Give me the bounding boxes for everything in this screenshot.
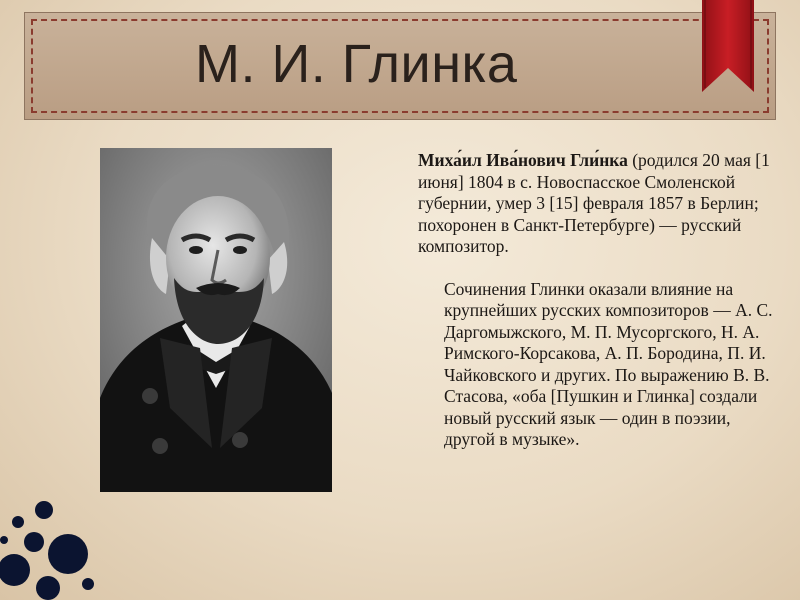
ink-blot-decoration (0, 480, 110, 600)
title-band (24, 12, 776, 120)
biography-details: (родился 20 мая [1 июня] 1804 в с. Новоспасское Смоленской губернии, умер 3 [15] февраля 1857 в Берлин; похоронен в Санкт-Петербурге) — русский композитор. (418, 150, 770, 256)
portrait-illustration (100, 148, 332, 492)
slide-title: М. И. Глинка (195, 34, 518, 94)
biography-paragraph (418, 150, 778, 258)
portrait-photo (100, 148, 332, 492)
influence-paragraph: Сочинения Глинки оказали влияние на крупнейших русских композиторов — А. С. Даргомыжского, М. П. Мусоргского, Н. А. Римского-Корсакова, А. П. Бородина, П. И. Чайковского и других. По выражению В. В. Стасова, «оба [Пушкин и Глинка] создали новый русский язык — один в поэзии, другой в музыке». (444, 278, 773, 449)
bookmark-ribbon-icon (702, 0, 754, 92)
biography-text (418, 150, 778, 451)
composer-name: Миха́ил Ива́нович Гли́нка (418, 150, 628, 170)
